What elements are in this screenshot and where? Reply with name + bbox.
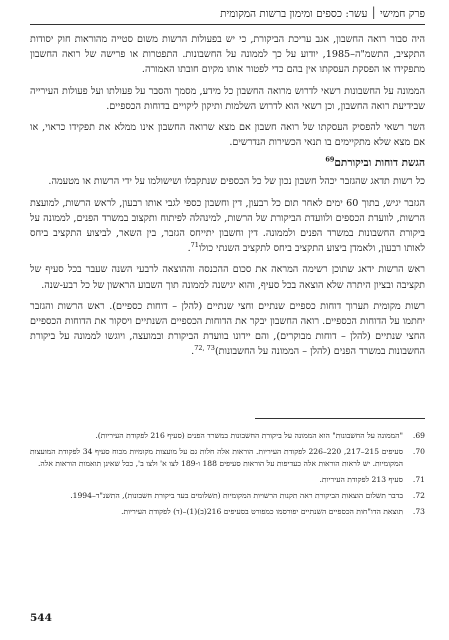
running-header: פרק חמישי ׀ עשר: כספים ומימון ברשות המקומית bbox=[30, 8, 425, 25]
footnote-item bbox=[30, 446, 425, 470]
paragraph-3: השר רשאי להפסיק העסקתו של רואה חשבון אם מצא שרואה החשבון אינו ממלא את תפקידו כראוי, או אם מצא שלא מתקיימים בו תנאי הכשירות הנדרשים. bbox=[30, 122, 425, 149]
footnote-item bbox=[30, 490, 425, 502]
footnote-number: 70. bbox=[412, 447, 425, 456]
footnote-number: 72. bbox=[412, 491, 425, 500]
section-heading-text: הגשת דוחות וביקורתם bbox=[334, 157, 425, 170]
section-paragraph-2: הגזבר יגיש, בתוך 60 ימים לאחר תום כל רבעון, דין וחשבון כספי לגבי אותו רבעון, לראש הרשות, למועצת הרשות, לוועדת הכספים ולוועדת הביקורת של הרשות, למינהלה לפיתוח ותקצוב במשרד הפנים, לממונה על ביקורת החשבונות במשרד הפנים ולממונה. דין וחשבון יתייחס הגזבר, בין השאר, לביצוע התקציב ביחס לאותו רבעון, ולאמדן ביצוע התקציב ביחס לתקציב השנתי כולו$^{71}$. bbox=[30, 197, 425, 255]
footnote-text: בדבר תשלום הוצאות הביקורת ראה תקנות הרשויות המקומיות (תשלומים בעד ביקורת חשבונות), התשנ"ד–1994. bbox=[70, 491, 403, 500]
footnote-ref-71[interactable]: 71 bbox=[190, 241, 199, 250]
section-paragraph-1: כל רשות תדאג שהגזבר יכהל חשבון נכון של כל הכספים שנתקבלו ושישולמו על ידי הרשות או מטעמה. bbox=[48, 176, 425, 188]
footnote-item bbox=[30, 430, 425, 442]
footnote-text: סעיף 213 לפקודת העיריות. bbox=[319, 475, 403, 484]
paragraph-1: היה סבור רואה החשבון, אגב עריכת הביקורת, כי יש בפעולות הרשות משום סטייה מהוראות חוק יסודות התקציב, התשמ"ה–1985, יודוע על כך לממונה על החשבונות. התפטרות או פרישה של רואה החשבון מתפקידו או הפסקת העסקתו אין בהם כדי לפטור אותו מקיום חובתו האמורה. bbox=[30, 34, 425, 76]
document-page bbox=[30, 0, 425, 640]
footnote-number: 69. bbox=[412, 431, 425, 440]
footnote-ref-69[interactable]: 69 bbox=[325, 155, 335, 164]
footnote-divider bbox=[255, 418, 425, 419]
footnote-item bbox=[30, 506, 425, 518]
footnote-text: "הממונה על החשבונות" הוא הממונה על ביקורת החשבונות במשרד הפנים (סעיף 216 לפקודת העיריות). bbox=[95, 431, 403, 440]
footnote-number: 71. bbox=[412, 475, 425, 484]
section-paragraph-2-text: הגזבר יגיש, בתוך 60 ימים לאחר תום כל רבעון, דין וחשבון כספי לגבי אותו רבעון, לראש הרשות, למועצת הרשות, לוועדת הכספים ולוועדת הביקורת של הרשות, למינהלה לפיתוח ותקצוב במשרד הפנים, לממונה על ביקורת החשבונות במשרד הפנים ולממונה. דין וחשבון יתייחס הגזבר, בין השאר, לביצוע התקציב ביחס לאותו רבעון, ולאמדן ביצוע התקציב ביחס לתקציב השנתי כולו bbox=[30, 197, 425, 255]
footnote-ref-72-73[interactable]: 73 ,72 bbox=[194, 344, 215, 353]
footnote-item bbox=[30, 474, 425, 486]
footnote-text: תוצאת הדו"חות הכספיים השנתיים יפורסמו כמפורט בסעיפים 216(ב)(1)–(ד) לפקודת העיריות. bbox=[121, 507, 403, 516]
footnotes bbox=[30, 430, 425, 522]
section-paragraph-3: ראש הרשות ידאג שתוכן רשימה המראה את סכום ההכנסה וההוצאה לרבעי השנה שעבר בכל סעיף של תקציבה ובציון היתרה שלא הוצאה בכל סעיף, והוא יגישנה לממונה תוך השבוע הראשון של כל רבע-שנה. bbox=[30, 264, 425, 291]
section-paragraph-4-text: רשות מקומית תערוך דוחות כספיים שנתיים וחצי שנתיים (להלן – דוחות כספיים). ראש הרשות והגזבר יחתמו על הדוחות הכספיים. רואה החשבון יבקר את הדוחות הכספיים השנתיים ויסקור את הדוחות הכספיים החצי שנתיים (להלן – דוחות מבוקרים), והם יידונו בוועדת הביקורת ובמועצה, ויוגשו לממונה על ביקורת החשבונות במשרד הפנים (להלן – הממונה על החשבונות) bbox=[30, 300, 425, 358]
page-number: 544 bbox=[30, 612, 52, 624]
section-heading bbox=[30, 156, 425, 170]
footnote-text: סעיפים 215–217, 220–226 לפקודת העיריות. הוראות אלה חלות גם על מועצות מקומיות מכוח סעיף 34 לפקודת המועצות המקומיות. יש לראות הוראות אלה כעדיפות על הוראות סעיפים 188 ו-189 לצו א' ולצו ב', ככל שאינן תואמות הוראות אלה. bbox=[30, 447, 404, 468]
footnote-number: 73. bbox=[412, 507, 425, 516]
paragraph-2: הממונה על החשבונות רשאי לדרוש מרואה החשבון כל מידע, מסמך והסבר על פעולתו ועל פעולות העירייה שבידיעת רואה החשבון, וכן רשאי הוא לדרוש השלמות ותיקון ליקויים בדוחות הכספיים. bbox=[30, 85, 425, 112]
body-text bbox=[30, 32, 425, 366]
section-paragraph-4: רשות מקומית תערוך דוחות כספיים שנתיים וחצי שנתיים (להלן – דוחות כספיים). ראש הרשות והגזבר יחתמו על הדוחות הכספיים. רואה החשבון יבקר את הדוחות הכספיים השנתיים ויסקור את הדוחות הכספיים החצי שנתיים (להלן – דוחות מבוקרים), והם יידונו בוועדת הביקורת ובמועצה, ויוגשו לממונה על ביקורת החשבונות במשרד הפנים (להלן – הממונה על החשבונות)$^{73 ,72}$. bbox=[30, 300, 425, 358]
